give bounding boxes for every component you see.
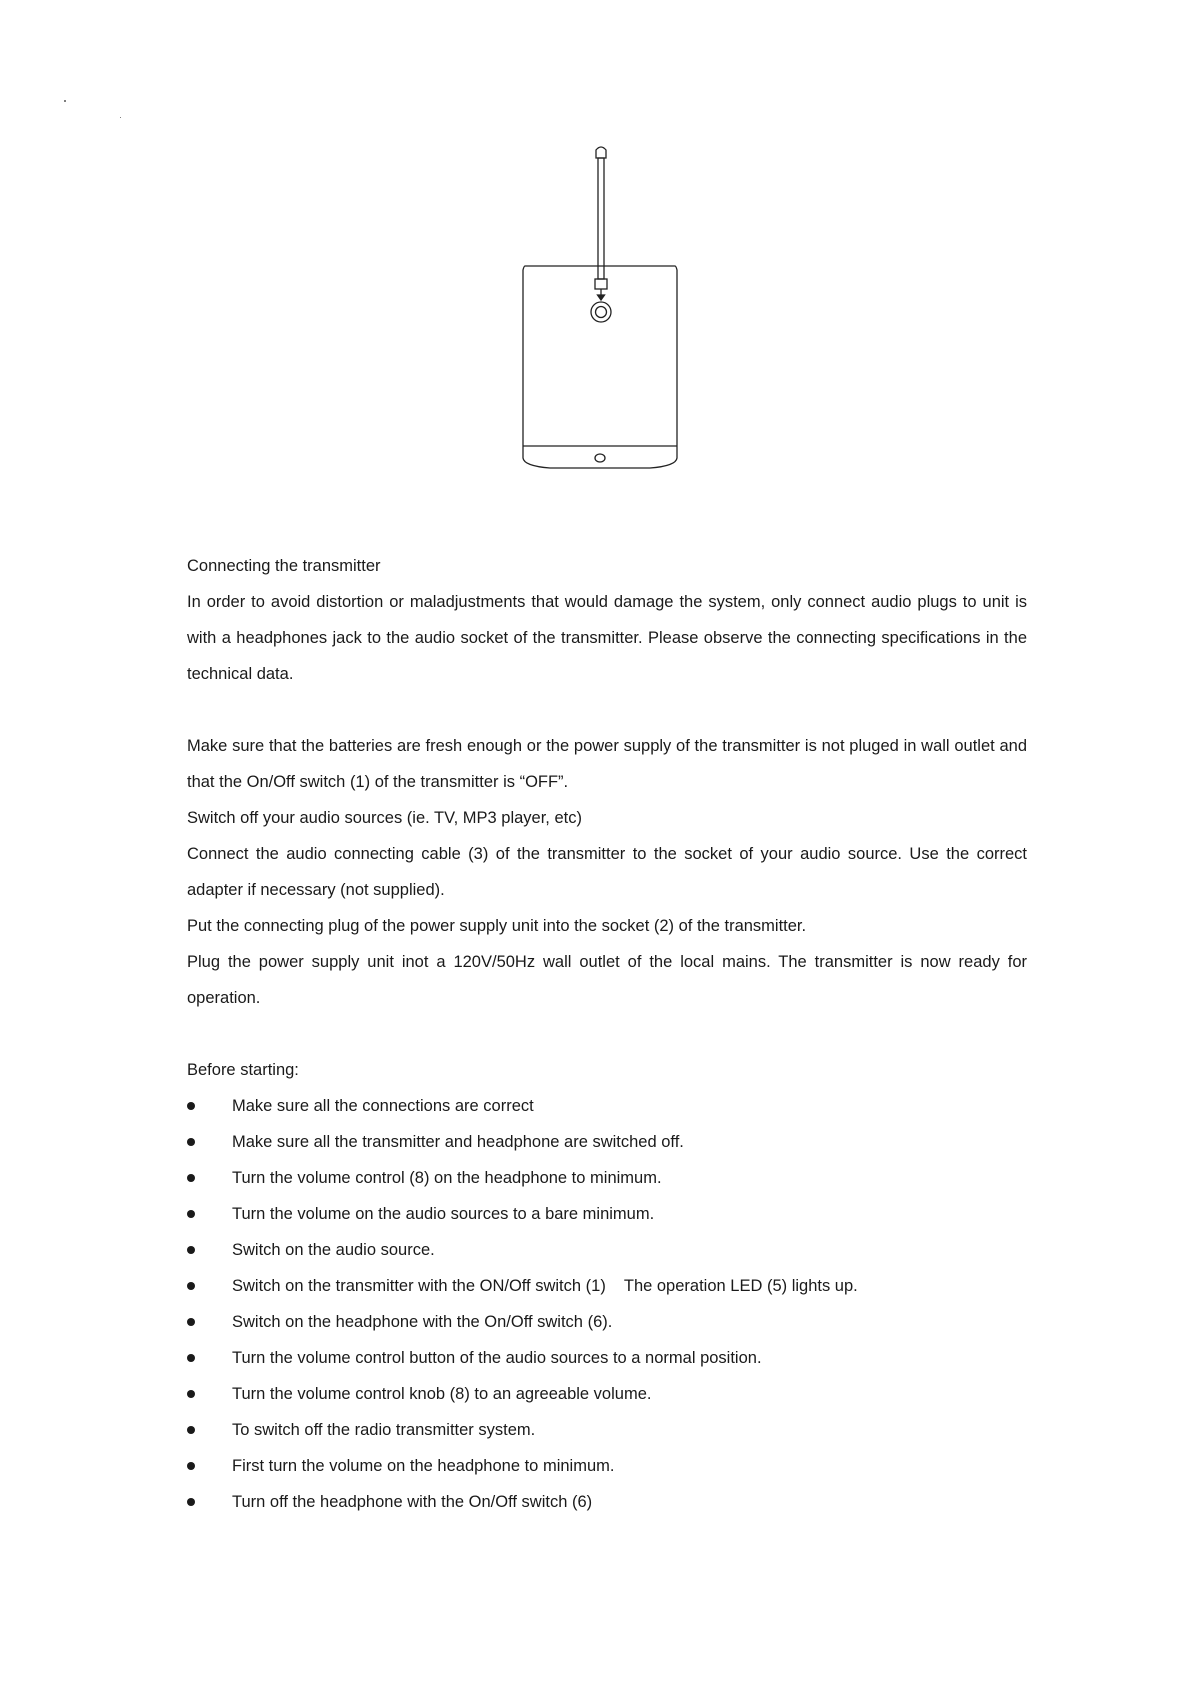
- audio-socket-inner: [596, 307, 607, 318]
- instruction-list: [187, 1088, 1027, 1520]
- paragraph-switch-off-sources: Switch off your audio sources (ie. TV, MP3 player, etc): [187, 809, 582, 827]
- bullet-icon: [187, 1318, 195, 1326]
- bullet-icon: [187, 1498, 195, 1506]
- bullet-icon: [187, 1390, 195, 1398]
- bullet-icon: [187, 1210, 195, 1218]
- body-text: [187, 548, 1027, 1520]
- list-item: To switch off the radio transmitter system.: [187, 1412, 1027, 1448]
- antenna-rod: [598, 158, 604, 279]
- bullet-icon: [187, 1246, 195, 1254]
- list-item: Turn off the headphone with the On/Off switch (6): [187, 1484, 1027, 1520]
- bullet-icon: [187, 1138, 195, 1146]
- list-item: Switch on the headphone with the On/Off switch (6).: [187, 1304, 1027, 1340]
- audio-plug: [595, 279, 607, 289]
- bullet-icon: [187, 1282, 195, 1290]
- transmitter-diagram: [500, 140, 700, 500]
- bullet-icon: [187, 1174, 195, 1182]
- list-item: Turn the volume on the audio sources to a bare minimum.: [187, 1196, 1027, 1232]
- antenna-tip: [596, 147, 606, 158]
- bullet-icon: [187, 1354, 195, 1362]
- paragraph-connection-warning: In order to avoid distortion or maladjustments that would damage the system, only connect audio plugs to unit is with a headphones jack to the audio socket of the transmitter. Please observe the connecting specifications in the technical data.: [187, 593, 1027, 683]
- before-starting-label: Before starting:: [187, 1061, 299, 1079]
- list-item: First turn the volume on the headphone to minimum.: [187, 1448, 1027, 1484]
- list-item: Make sure all the transmitter and headphone are switched off.: [187, 1124, 1027, 1160]
- paragraph-power-plug: Put the connecting plug of the power supply unit into the socket (2) of the transmitter.: [187, 917, 807, 935]
- paragraph-connect-cable: Connect the audio connecting cable (3) of the transmitter to the socket of your audio source. Use the correct adapter if necessary (not supplied).: [187, 845, 1027, 899]
- scan-speck: [120, 117, 121, 118]
- plug-arrow-head: [598, 295, 605, 300]
- section-heading: Connecting the transmitter: [187, 557, 381, 575]
- list-item: Switch on the audio source.: [187, 1232, 1027, 1268]
- list-item: Turn the volume control button of the audio sources to a normal position.: [187, 1340, 1027, 1376]
- audio-socket-outer: [591, 302, 611, 322]
- list-item: Make sure all the connections are correct: [187, 1088, 1027, 1124]
- bullet-icon: [187, 1462, 195, 1470]
- list-item: Switch on the transmitter with the ON/Off switch (1) The operation LED (5) lights up.: [187, 1268, 1027, 1304]
- bullet-icon: [187, 1102, 195, 1110]
- scan-speck: [64, 100, 66, 102]
- list-item: Turn the volume control (8) on the headphone to minimum.: [187, 1160, 1027, 1196]
- list-item: Turn the volume control knob (8) to an agreeable volume.: [187, 1376, 1027, 1412]
- bullet-icon: [187, 1426, 195, 1434]
- power-led: [595, 454, 605, 462]
- paragraph-wall-outlet: Plug the power supply unit inot a 120V/50Hz wall outlet of the local mains. The transmitter is now ready for operation.: [187, 953, 1027, 1007]
- paragraph-power-check: Make sure that the batteries are fresh enough or the power supply of the transmitter is not pluged in wall outlet and that the On/Off switch (1) of the transmitter is “OFF”.: [187, 737, 1027, 791]
